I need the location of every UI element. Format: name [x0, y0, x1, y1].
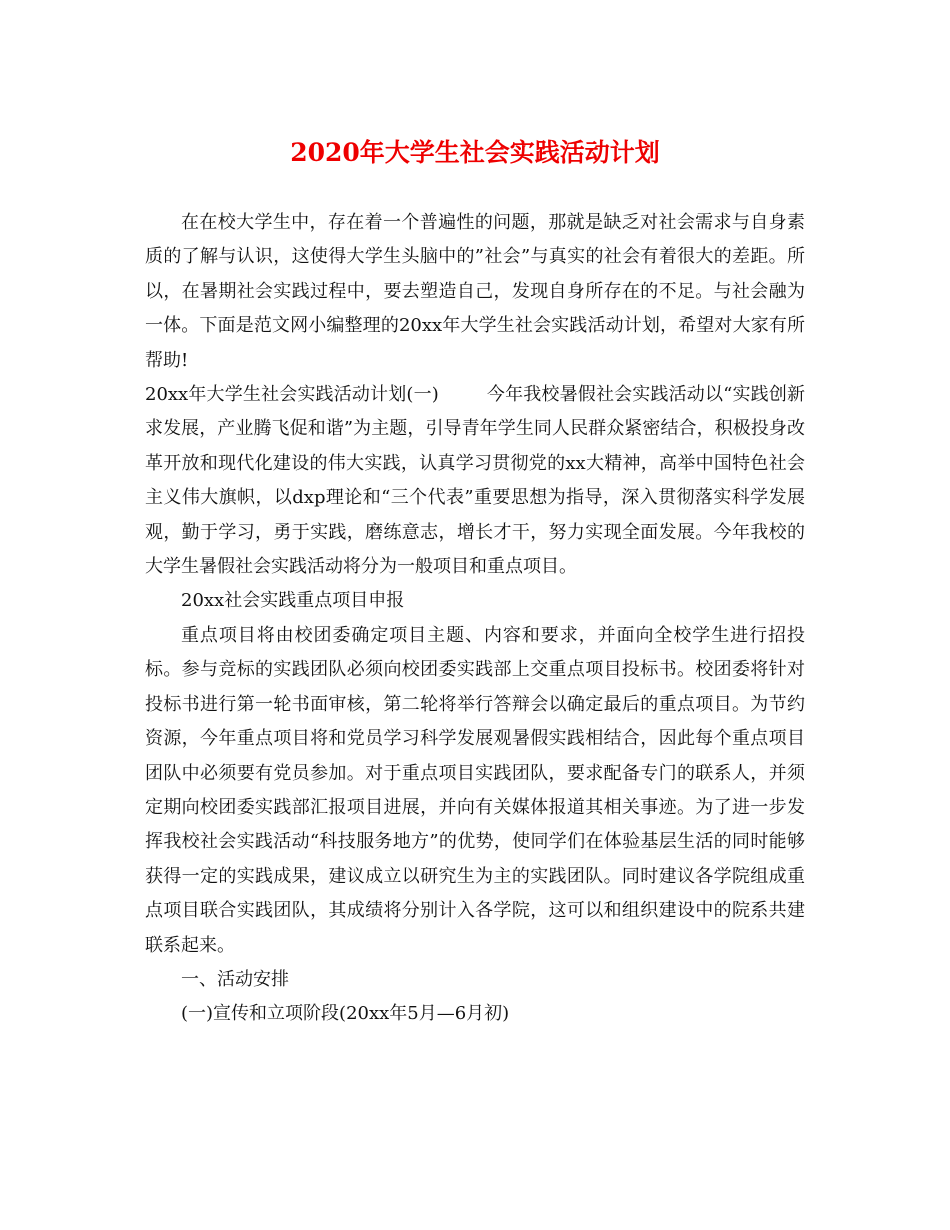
- key-project-paragraph: 重点项目将由校团委确定项目主题、内容和要求，并面向全校学生进行招投标。参与竞标的实践团队必须向校团委实践部上交重点项目投标书。校团委将针对投标书进行第一轮书面审核，第二轮将举行答辩会以确定最后的重点项目。为节约资源，今年重点项目将和党员学习科学发展观暑假实践相结合，因此每个重点项目团队中必须要有党员参加。对于重点项目实践团队，要求配备专门的联系人，并须定期向校团委实践部汇报项目进展，并向有关媒体报道其相关事迹。为了进一步发挥我校社会实践活动“科技服务地方”的优势，使同学们在体验基层生活的同时能够获得一定的实践成果，建议成立以研究生为主的实践团队。同时建议各学院组成重点项目联合实践团队，其成绩将分别计入各学院，这可以和组织建设中的院系共建联系起来。: [145, 624, 805, 956]
- intro-paragraph: 在在校大学生中，存在着一个普遍性的问题，那就是缺乏对社会需求与自身素质的了解与认识，这使得大学生头脑中的”社会”与真实的社会有着很大的差距。所以，在暑期社会实践过程中，要去塑造自己，发现自身所存在的不足。与社会融为一体。下面是范文网小编整理的20xx年大学生社会实践活动计划，希望对大家有所帮助!: [145, 212, 805, 371]
- section-heading: 20xx社会实践重点项目申报: [181, 590, 405, 612]
- document-body: [145, 206, 805, 1032]
- activity-heading: 一、活动安排: [181, 968, 289, 990]
- plan-heading: 20xx年大学生社会实践活动计划(一): [145, 384, 439, 406]
- plan-paragraph: 今年我校暑假社会实践活动以“实践创新求发展，产业腾飞促和谐”为主题，引导青年学生同人民群众紧密结合，积极投身改革开放和现代化建设的伟大实践，认真学习贯彻党的xx大精神，高举中国特色社会主义伟大旗帜，以dxp理论和“三个代表”重要思想为指导，深入贯彻落实科学发展观，勤于学习，勇于实践，磨练意志，增长才干，努力实现全面发展。今年我校的大学生暑假社会实践活动将分为一般项目和重点项目。: [145, 384, 805, 578]
- plan-paragraph-block: [145, 378, 805, 584]
- phase-heading: (一)宣传和立项阶段(20xx年5月—6月初): [181, 1003, 510, 1025]
- document-title: 2020年大学生社会实践活动计划: [290, 138, 660, 167]
